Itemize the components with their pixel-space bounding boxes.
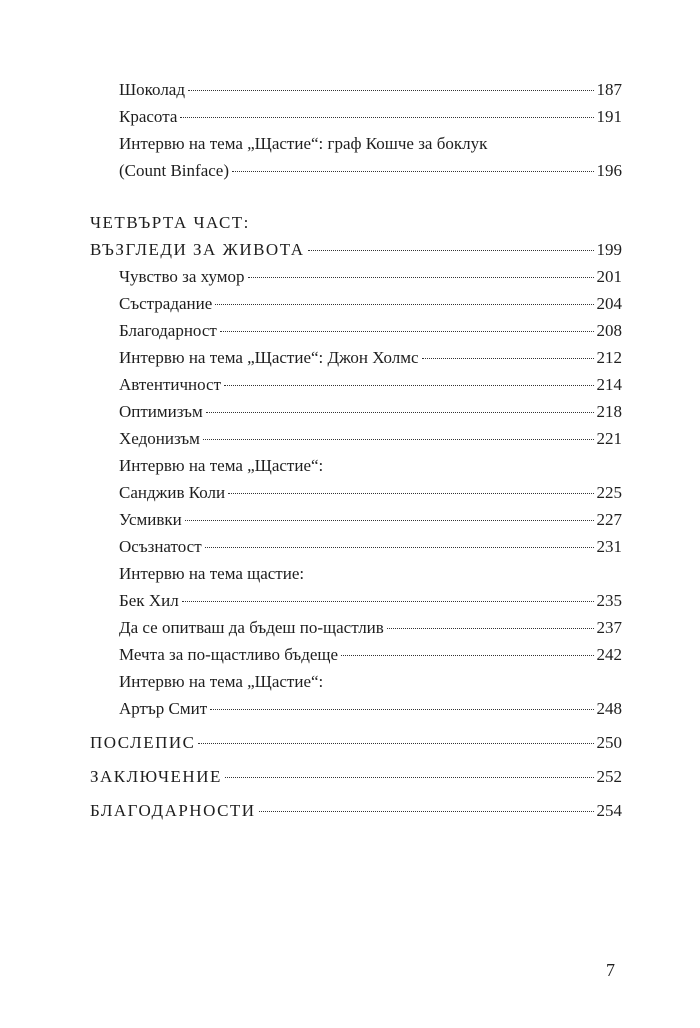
- toc-entry[interactable]: [119, 510, 622, 530]
- toc-entry-title: Осъзнатост: [119, 537, 202, 556]
- toc-entry[interactable]: [119, 483, 622, 503]
- dot-leader: [205, 547, 594, 548]
- toc-entry[interactable]: [119, 618, 622, 638]
- toc-entry-title: Да се опитваш да бъдеш по-щастлив: [119, 618, 384, 637]
- toc-entry-page: 204: [596, 294, 622, 313]
- dot-leader: [248, 277, 594, 278]
- toc-entry-title: Благодарност: [119, 321, 217, 340]
- toc-entry-page: 214: [596, 375, 622, 394]
- toc-entry-title-line: Интервю на тема щастие:: [119, 564, 305, 583]
- toc-entry-title: БЛАГОДАРНОСТИ: [90, 801, 256, 820]
- toc-entry[interactable]: [119, 375, 622, 395]
- toc-entry-page: 252: [596, 767, 622, 786]
- toc-entry-title: ЗАКЛЮЧЕНИЕ: [90, 767, 222, 786]
- toc-entry-title-line: Интервю на тема „Щастие“: граф Кошче за боклук: [119, 134, 488, 153]
- toc-entry-title: Състрадание: [119, 294, 213, 313]
- dot-leader: [387, 628, 594, 629]
- toc-entry[interactable]: [119, 645, 622, 665]
- toc-entry-title: Мечта за по-щастливо бъдеще: [119, 645, 339, 664]
- toc-entry-title: Автентичност: [119, 375, 222, 394]
- toc-entry-title: (Count Binface): [119, 161, 229, 180]
- toc-entry-title: Артър Смит: [119, 699, 208, 718]
- dot-leader: [224, 385, 593, 386]
- toc-entry-page: 250: [596, 733, 622, 752]
- dot-leader: [308, 250, 594, 251]
- toc-entry-page: 201: [596, 267, 622, 286]
- toc-entry[interactable]: [119, 429, 622, 449]
- toc-entry-page: 212: [596, 348, 622, 367]
- dot-leader: [220, 331, 594, 332]
- dot-leader: [188, 90, 594, 91]
- toc-entry-title: Санджив Коли: [119, 483, 226, 502]
- dot-leader: [215, 304, 593, 305]
- toc-entry[interactable]: [119, 699, 622, 719]
- toc-entry-page: 199: [596, 240, 622, 259]
- part-heading-entry[interactable]: [90, 240, 622, 260]
- toc-entry-page: 225: [596, 483, 622, 502]
- toc-entry-title: Чувство за хумор: [119, 267, 245, 286]
- dot-leader: [180, 117, 593, 118]
- toc-entry-page: 208: [596, 321, 622, 340]
- toc-entry-title: Красота: [119, 107, 178, 126]
- toc-entry[interactable]: [119, 321, 622, 341]
- toc-entry-title: Шоколад: [119, 80, 185, 99]
- dot-leader: [225, 777, 594, 778]
- toc-entry-title-line: Интервю на тема „Щастие“:: [119, 672, 324, 691]
- toc-entry-page: 218: [596, 402, 622, 421]
- toc-end-entry[interactable]: [90, 801, 622, 821]
- dot-leader: [341, 655, 593, 656]
- dot-leader: [198, 743, 593, 744]
- dot-leader: [182, 601, 594, 602]
- toc-entry-page: 248: [596, 699, 622, 718]
- toc-entry-title: Оптимизъм: [119, 402, 203, 421]
- dot-leader: [228, 493, 593, 494]
- dot-leader: [259, 811, 594, 812]
- toc-entry[interactable]: [119, 294, 622, 314]
- toc-end-entry[interactable]: [90, 767, 622, 787]
- toc-entry-page: 221: [596, 429, 622, 448]
- toc-entry[interactable]: [119, 402, 622, 422]
- toc-entry-page: 191: [596, 107, 622, 126]
- toc-end-entry[interactable]: [90, 733, 622, 753]
- toc-entry-page: 231: [596, 537, 622, 556]
- toc-entry-page: 227: [596, 510, 622, 529]
- toc-entry-page: 254: [596, 801, 622, 820]
- toc-entry-title: ПОСЛЕПИС: [90, 733, 196, 752]
- toc-entry-page: 242: [596, 645, 622, 664]
- toc-entry[interactable]: [119, 267, 622, 287]
- toc-entry-title: Хедонизъм: [119, 429, 200, 448]
- toc-entry-title-line: Интервю на тема „Щастие“:: [119, 456, 324, 475]
- dot-leader: [206, 412, 594, 413]
- toc-entry[interactable]: [119, 591, 622, 611]
- dot-leader: [185, 520, 594, 521]
- toc-entry[interactable]: [119, 161, 622, 181]
- toc-entry-title: Бек Хил: [119, 591, 179, 610]
- page-number: 7: [606, 960, 615, 980]
- toc-entry[interactable]: [119, 348, 622, 368]
- dot-leader: [422, 358, 594, 359]
- part-heading-title: ВЪЗГЛЕДИ ЗА ЖИВОТА: [90, 240, 305, 259]
- dot-leader: [232, 171, 594, 172]
- toc-entry-title: Интервю на тема „Щастие“: Джон Холмс: [119, 348, 419, 367]
- toc-entry-title: Усмивки: [119, 510, 182, 529]
- part-heading: ЧЕТВЪРТА ЧАСТ:: [90, 213, 250, 232]
- dot-leader: [210, 709, 593, 710]
- toc-entry-page: 196: [596, 161, 622, 180]
- toc-entry-page: 237: [596, 618, 622, 637]
- toc-entry[interactable]: [119, 537, 622, 557]
- toc-entry-page: 235: [596, 591, 622, 610]
- toc-entry[interactable]: [119, 80, 622, 100]
- dot-leader: [203, 439, 594, 440]
- toc-entry[interactable]: [119, 107, 622, 127]
- toc-entry-page: 187: [596, 80, 622, 99]
